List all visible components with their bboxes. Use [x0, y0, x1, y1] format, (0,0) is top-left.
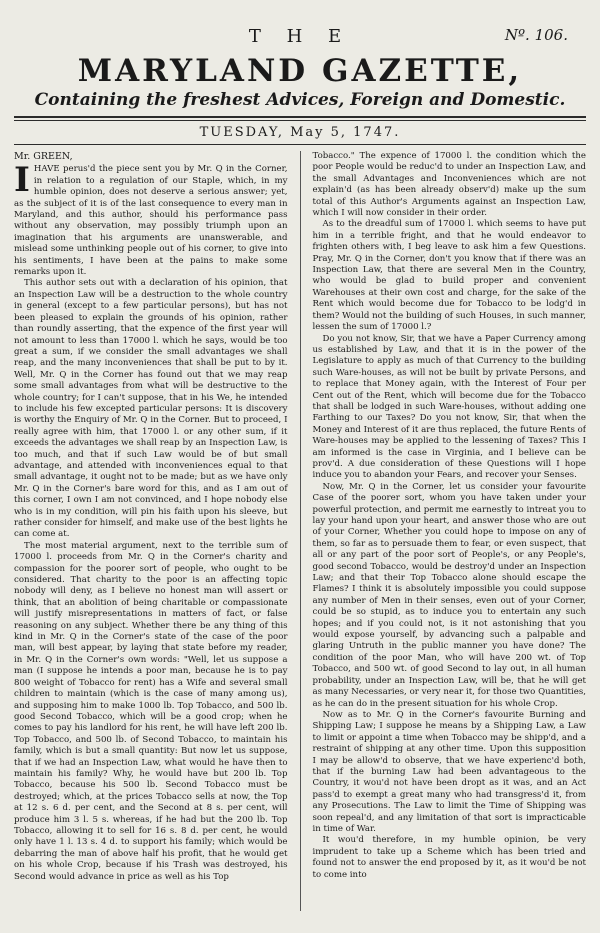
- column-left: [14, 151, 288, 911]
- paragraph: Do you not know, Sir, that we have a Paper Currency among us established by Law, and that it is in the power of the Legislature to apply as much of that Currency to the building such Ware-houses, as will not be built by private Persons, and to replace that Money again, with the Interest of Four per Cent out of the Rent, which will become due for the Tobacco that shall be lodged in such Ware-houses, without adding one Farthing to our Taxes? Do you not know, Sir, that when the Money and Interest of it are thus replaced, the future Rents of Ware-houses may be applied to the lessening of Taxes? This I am informed is the case in Virginia, and I believe can be prov'd. A due consideration of these Questions will I hope induce you to abandon your Fears, and recover your Senses.: [312, 333, 586, 481]
- issue-number: Nº. 106.: [504, 26, 568, 44]
- salutation: Mr. GREEN,: [14, 151, 73, 162]
- drop-cap: I: [14, 160, 30, 201]
- masthead-top: [14, 12, 586, 46]
- paragraph: Tobacco." The expence of 17000 l. the condition which the poor People would be reduc'd to under an Inspection Law, and the small Advantages and Inconveniences which are not explain'd (as has been already observ'd) make up the sum total of this Author's Arguments against an Inspection Law, which I will now consider in their order.: [312, 151, 586, 219]
- column-right: [313, 151, 587, 911]
- masthead-subtitle: Containing the freshest Advices, Foreign and Domestic.: [34, 90, 566, 110]
- paragraph: Now, Mr. Q in the Corner, let us consider your favourite Case of the poorer sort, whom you have taken under your powerful protection, and permit me earnestly to intreat you to lay your hand upon your heart, and answer those who are out of your Corner, Whether you could hope to impose on any of them, so far as to persuade them to fear, or even suspect, that all or any part of the poor sort of People's, or any People's, good second Tobacco, would be destroy'd under an Inspection Law; and that their Top Tobacco alone should escape the Flames? I think it is absolutely impossible you could suppose any number of Men in their senses, even out of your Corner, could be so stupid, as to induce you to entertain any such hopes; and if you could not, is it not astonishing that you would expose yourself, by advancing such a palpable and glaring Untruth in the public manner you have done? The condition of the poor Man, who will have 200 wt. of Top Tobacco, and 500 wt. of good Second to lay out, in all human probability, under an Inspection Law, will be, that he will get as many Necessaries, or very near it, for those two Quantities, as he can do in the present situation for his whole Crop.: [312, 481, 586, 709]
- dateline: TUESDAY, May 5, 1747.: [199, 125, 401, 140]
- paragraph: This author sets out with a declaration of his opinion, that an Inspection Law will be a destruction to the whole country in general (except to a few particular persons), but has not been pleased to explain the grounds of his opinion, rather than roundly asserting, that the expence of the first year will not amount to less than 17000 l. which he says, would be too great a sum, if we consider the small advantages we shall reap, and the many inconveniences that shall be put to by it. Well, Mr. Q in the Corner has found out that we may reap some small advantages from what will be destructive to the whole country; for I can't suppose, that in his We, he intended to include his few excepted particular persons: It is discovery is worthy the Enquiry of Mr. Q in the Corner. But to proceed, I really agree with him, that 17000 l. or any other sum, if it exceeds the advantages we shall reap by an Inspection Law, is too much, and that if such Law would be of but small advantage, and attended with inconveniences equal to that small advantage, it ought not to be made; but as we have only Mr. Q in the Corner's bare word for this, and as I am out of this corner, I own I am not convinced, and I hope nobody else who is in my condition, will pin his faith upon his sleeve, but rather consider for himself, and make use of the best lights he can come at.: [14, 278, 288, 540]
- paragraph: As to the dreadful sum of 17000 l. which seems to have put him in a terrible fright, and that he would endeavor to frighten others with, I beg leave to ask him a few Questions. Pray, Mr. Q in the Corner, don't you know that if there was an Inspection Law, that there are several Men in the Country, who would be glad to build proper and convenient Warehouses at their own cost and charge, for the sake of the Rent which would become due for Tobacco to be lodg'd in them? Would not the building of such Houses, in such manner, lessen the sum of 17000 l.?: [312, 219, 586, 333]
- masthead-rule-thin: [14, 120, 586, 121]
- paragraph: HAVE perus'd the piece sent you by Mr. Q in the Corner, in relation to a regulation of our Staple, which, in my humble opinion, does not deserve a serious answer; yet, as the subject of it is of the last consequence to every man in Maryland, and this author, should his performance pass without any observation, may possibly triumph upon an imagination that his arguments are unanswerable, and mislead some unthinking people out of his corner, to give into his sentiments, I have been at the pains to make some remarks upon it.: [14, 164, 288, 278]
- masthead-rule: [14, 116, 586, 118]
- masthead-title: MARYLAND GAZETTE,: [77, 53, 523, 89]
- dateline-rule: [14, 144, 586, 145]
- paragraph: It wou'd therefore, in my humble opinion, be very imprudent to take up a Scheme which has been tried and found not to answer the end proposed by it, as it wou'd be not to come into: [312, 835, 586, 880]
- column-divider: [300, 151, 301, 911]
- paragraph: Now as to Mr. Q in the Corner's favourite Burning and Shipping Law; I suppose he means by a Shipping Law, a Law to limit or appoint a time when Tobacco may be shipp'd, and a restraint of shipping at any other time. Upon this supposition I may be allow'd to observe, that we have experienc'd both, that if the burning Law had been advantageous to the Country, it wou'd not have been dropt as it was, and an Act pass'd to exempt a great many who had transgress'd it, from any Prosecutions. The Law to limit the Time of Shipping was soon repeal'd, and any limitation of that sort is impracticable in time of War.: [312, 709, 586, 834]
- paragraph: The most material argument, next to the terrible sum of 17000 l. proceeds from Mr. Q in the Corner's charity and compassion for the poorer sort of people, who ought to be considered. That charity to the poor is an affecting topic nobody will deny, as I believe no honest man will assert or think, that an abolition of being charitable or compassionate will justify misrepresentations in matters of fact, or false reasoning on any subject. Whether there be any thing of this kind in Mr. Q in the Corner's state of the case of the poor man, will best appear, by laying that state before my reader, in Mr. Q in the Corner's own words: "Well, let us suppose a man (I suppose he intends a poor man, because he is to pay 800 weight of Tobacco for rent) has a Wife and several small children to maintain (which is the case of many among us), and supposing him to make 1000 lb. Top Tobacco, and 500 lb. good Second Tobacco, which will be a good crop; when he comes to pay his landlord for his rent, he will have left 200 lb. Top Tobacco, and 500 lb. of Second Tobacco, to maintain his family, which is but a small quantity: But now let us suppose, that if we had an Inspection Law, what would he have then to maintain his family? Why, he would have but 200 lb. Top Tobacco, because his 500 lb. Second Tobacco must be destroyed; which, at the prices Tobacco sells at now, the Top at 12 s. 6 d. per cent, and the Second at 8 s. per cent, will produce him 3 l. 5 s. whereas, if he had but the 200 lb. Top Tobacco, allowing it to sell for 16 s. 8 d. per cent, he would only have 1 l. 13 s. 4 d. to support his family; which would be debarring the man of above half his profit, that he would get on his whole Crop, because if his Trash was destroyed, his Second would advance in price as well as his Top: [14, 540, 288, 882]
- article-columns: [14, 151, 586, 911]
- masthead-the: T H E: [248, 26, 352, 47]
